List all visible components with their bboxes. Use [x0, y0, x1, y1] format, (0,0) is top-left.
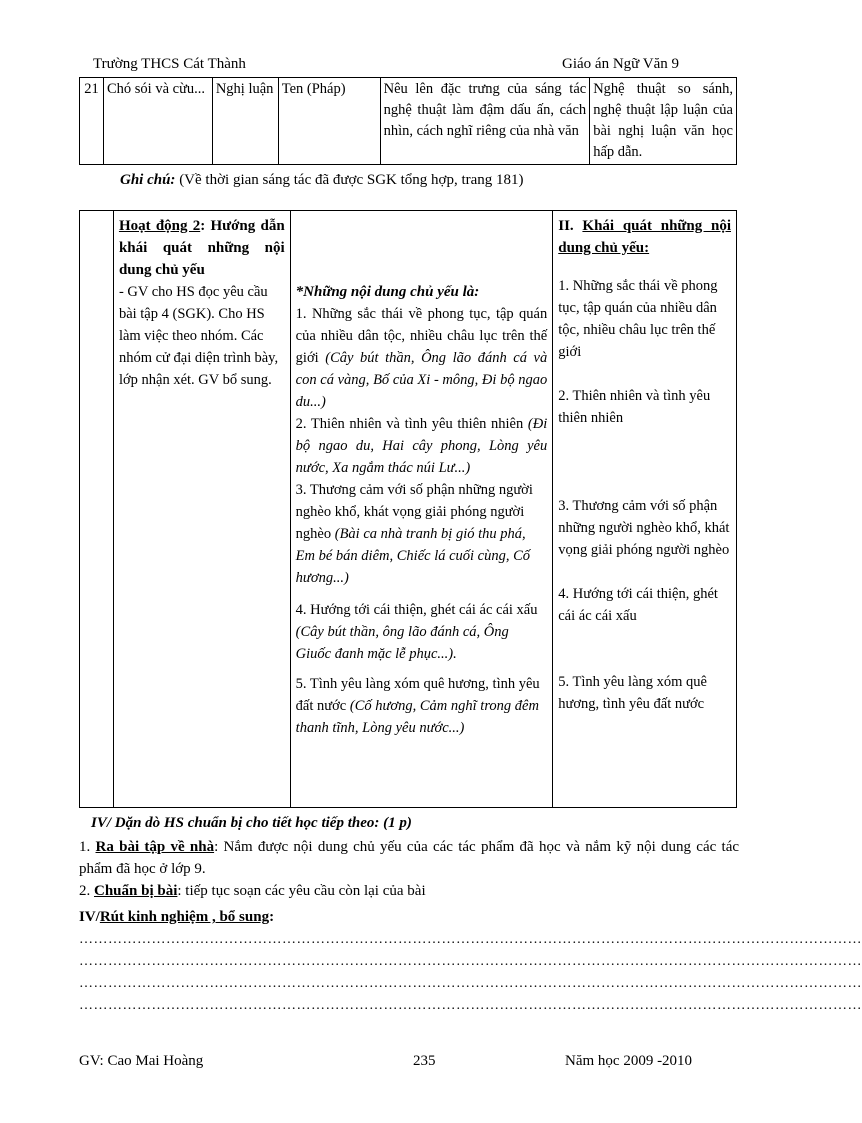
dotted-line: ………………………………………………………………………………………………………………………………………………	[79, 998, 862, 1013]
note-line	[120, 172, 524, 189]
dotted-line: ………………………………………………………………………………………………………………………………………………	[79, 954, 862, 969]
work-author: Ten (Pháp)	[278, 78, 380, 165]
summary-item: 2. Thiên nhiên và tình yêu thiên nhiên	[558, 388, 711, 426]
note-text: (Về thời gian sáng tác đã được SGK tổng hợp, trang 181)	[179, 172, 524, 188]
contents-item: 1. Những sắc thái về phong tục, tập quán của nhiều dân tộc, nhiều châu lục trên thế giới (Cây bút thần, Ông lão đánh cá và con cá vàng, Bố của Xi - mông, Đi bộ ngao du...)	[295, 306, 548, 410]
summary-heading: Khái quát những nội dung chủ yếu:	[558, 218, 731, 256]
work-title: Chó sói và cừu...	[103, 78, 212, 165]
experience-heading: IV/Rút kinh nghiệm , bổ sung:	[79, 909, 275, 925]
empty-cell	[80, 211, 114, 808]
contents-item: 5. Tình yêu làng xóm quê hương, tình yêu đất nước (Cố hương, Cảm nghĩ trong đêm thanh tĩnh, Lòng yêu nước...)	[295, 676, 540, 736]
summary-item: 5. Tình yêu làng xóm quê hương, tình yêu đất nước	[558, 674, 707, 712]
school-year: Năm học 2009 -2010	[565, 1053, 693, 1069]
activity-title: Hoạt động 2	[118, 218, 201, 234]
page-number: 235	[413, 1053, 436, 1069]
table-row	[80, 211, 737, 808]
activity-title-rest: : Hướng dẫn khái quát những nội dung chủ yếu	[118, 218, 285, 278]
homework-heading: IV/ Dặn dò HS chuẩn bị cho tiết học tiếp theo: (1 p)	[91, 815, 412, 831]
dotted-line: ………………………………………………………………………………………………………………………………………………	[79, 976, 862, 991]
summary-item: 4. Hướng tới cái thiện, ghét cái ác cái xấu	[558, 586, 718, 624]
subject-name: Giáo án Ngữ Văn 9	[562, 56, 679, 72]
teacher-name: GV: Cao Mai Hoàng	[79, 1053, 204, 1069]
summary-cell	[553, 211, 737, 808]
note-label: Ghi chú:	[120, 172, 176, 188]
work-content: Nêu lên đặc trưng của sáng tác nghệ thuật làm đậm dấu ấn, cách nhìn, cách nghĩ riêng của nhà văn	[380, 78, 590, 165]
contents-cell	[290, 211, 553, 808]
works-table-row	[79, 77, 737, 165]
contents-item: 3. Thương cảm với số phận những người nghèo khổ, khát vọng giải phóng người nghèo (Bài ca nhà tranh bị gió thu phá, Em bé bán diêm, Chiếc lá cuối cùng, Cố hương...)	[295, 482, 533, 586]
activity-cell	[113, 211, 290, 808]
homework-item-1: 1. Ra bài tập về nhà: Nắm được nội dung chủ yếu của các tác phẩm đã học và nắm kỹ nội dung các tác phẩm đã học ở lớp 9.	[79, 839, 740, 877]
summary-item: 3. Thương cảm với số phận những người nghèo khổ, khát vọng giải phóng người nghèo	[558, 498, 730, 558]
table-row	[80, 78, 737, 165]
lesson-table	[79, 210, 737, 808]
activity-body: - GV cho HS đọc yêu cầu bài tập 4 (SGK). Cho HS làm việc theo nhóm. Các nhóm cử đại diện trình bày, lớp nhận xét. GV bổ sung.	[118, 284, 279, 388]
summary-roman: II.	[558, 218, 574, 234]
summary-item: 1. Những sắc thái về phong tục, tập quán của nhiều dân tộc, nhiều châu lục trên thế giới	[558, 278, 718, 360]
dotted-line: ………………………………………………………………………………………………………………………………………………	[79, 932, 862, 947]
school-name: Trường THCS Cát Thành	[93, 56, 246, 72]
homework-item-2: 2. Chuẩn bị bài: tiếp tục soạn các yêu cầu còn lại của bài	[79, 883, 426, 899]
row-number: 21	[80, 78, 104, 165]
contents-item: 4. Hướng tới cái thiện, ghét cái ác cái xấu (Cây bút thần, ông lão đánh cá, Ông Giuốc đanh mặc lễ phục...).	[295, 602, 538, 662]
work-art: Nghệ thuật so sánh, nghệ thuật lập luận của bài nghị luận văn học hấp dẫn.	[590, 78, 737, 165]
work-genre: Nghị luận	[212, 78, 278, 165]
contents-item: 2. Thiên nhiên và tình yêu thiên nhiên (Đi bộ ngao du, Hai cây phong, Lòng yêu nước, Xa ngắm thác núi Lư...)	[295, 416, 548, 476]
contents-heading: *Những nội dung chủ yếu là:	[295, 284, 480, 300]
